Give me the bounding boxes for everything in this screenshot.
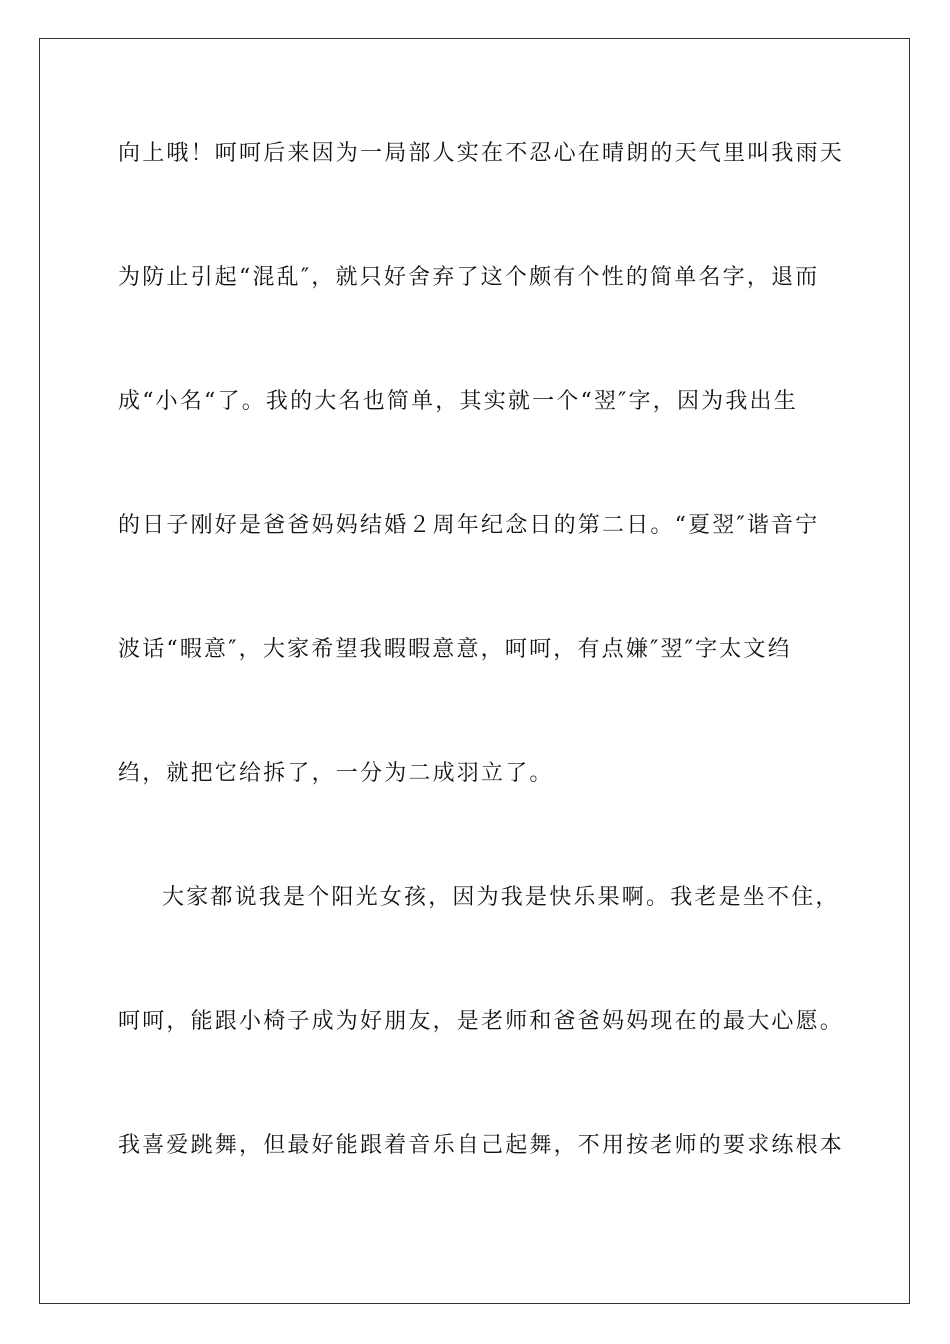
page-border: [39, 38, 910, 1304]
text-line-4: 的日子刚好是爸爸妈妈结婚２周年纪念日的第二日。“夏翌″谐音宁: [118, 513, 820, 538]
text-line-9: 我喜爱跳舞，但最好能跟着音乐自己起舞，不用按老师的要求练根本: [118, 1133, 845, 1158]
text-line-3: 成“小名“了。我的大名也简单，其实就一个“翌″字，因为我出生: [118, 389, 798, 414]
text-line-1: 向上哦！呵呵后来因为一局部人实在不忍心在晴朗的天气里叫我雨天: [118, 141, 845, 166]
text-line-6: 绉，就把它给拆了，一分为二成羽立了。: [118, 761, 554, 786]
text-line-2: 为防止引起“混乱″，就只好舍弃了这个颇有个性的简单名字，退而: [118, 265, 820, 290]
text-line-5: 波话“暇意″，大家希望我暇暇意意，呵呵，有点嫌″翌″字太文绉: [118, 637, 792, 662]
text-line-8: 呵呵，能跟小椅子成为好朋友，是老师和爸爸妈妈现在的最大心愿。: [118, 1009, 845, 1034]
paragraph-start-line: 大家都说我是个阳光女孩，因为我是快乐果啊。我老是坐不住，: [162, 885, 840, 910]
